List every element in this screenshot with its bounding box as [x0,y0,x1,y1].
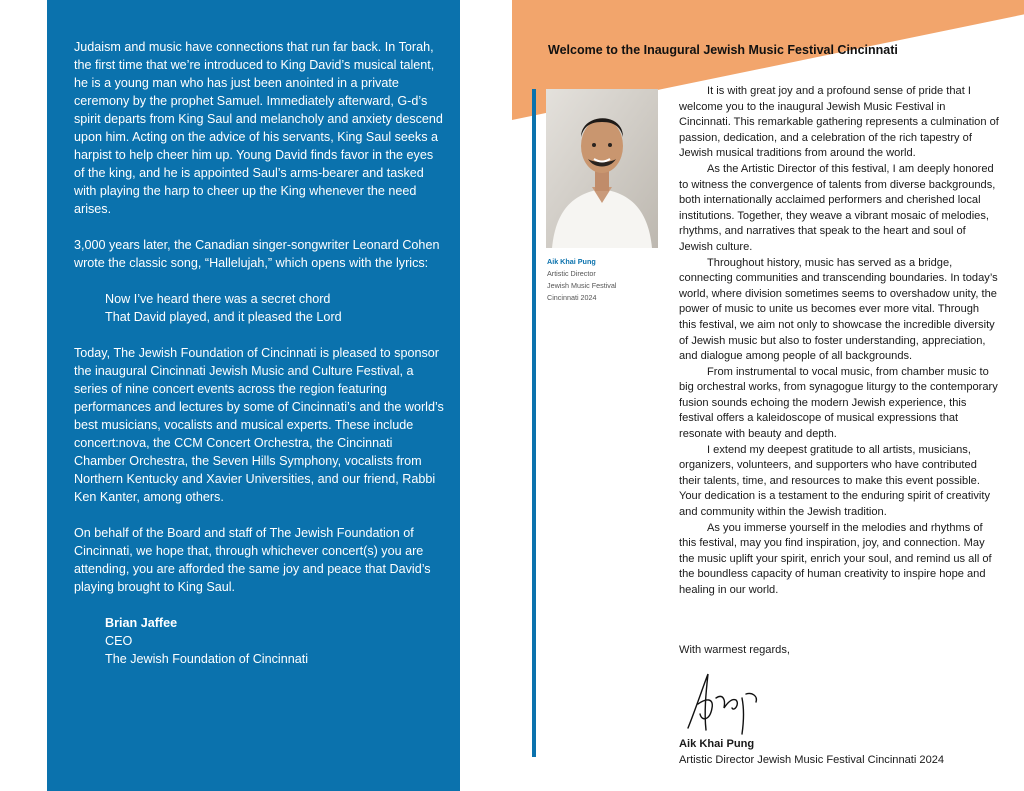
right-signer-name: Aik Khai Pung [679,738,755,750]
welcome-letter [679,84,999,599]
blue-vertical-rule [532,89,536,757]
caption-line-2: Jewish Music Festival [547,281,617,290]
director-photo [546,89,658,248]
letter-paragraph-2: As the Artistic Director of this festival, I am deeply honored to witness the convergence of talents from diverse backgrounds, both internationally acclaimed performers and cherished local institutions. Together, they weave a vibrant mosaic of melodies, rhythms, and narratives that speak to the heart and soul of Jewish culture. [679,162,996,253]
right-signer-title: Artistic Director Jewish Music Festival Cincinnati 2024 [679,754,945,766]
photo-caption [547,256,657,304]
right-signature-block [679,736,944,768]
caption-line-3: Cincinnati 2024 [547,293,597,302]
caption-line-1: Artistic Director [547,269,596,278]
left-paragraph-2: 3,000 years later, the Canadian singer-songwriter Leonard Cohen wrote the classic song, “Hallelujah,” which opens with the lyrics: [74,238,440,270]
letter-paragraph-5: I extend my deepest gratitude to all artists, musicians, organizers, volunteers, and supporters who have contributed their talents, time, and resources to make this event possible. Your dedication is a testament to the enduring spirit of creativity and community within the Jewish tradition. [679,443,991,519]
left-paragraph-4: On behalf of the Board and staff of The Jewish Foundation of Cincinnati, we hope that, through whichever concert(s) you are attending, you are afforded the same joy and peace that David’s playing brought to King Saul. [74,526,431,594]
left-signature-block [74,614,444,668]
page-title: Welcome to the Inaugural Jewish Music Festival Cincinnati [548,43,898,57]
left-signer-org: The Jewish Foundation of Cincinnati [105,652,309,666]
lyrics-line-2: That David played, and it pleased the Lord [105,310,342,324]
lyrics-quote [74,290,444,326]
left-paragraph-1: Judaism and music have connections that run far back. In Torah, the first time that we’re introduced to King David’s musical talent, he is a young man who has just been anointed in a private ceremony by the prophet Samuel. Immediately afterward, G-d’s spirit departs from King Saul and melancholy and anxiety descend upon him. Acting on the advice of his servants, King Saul seeks a harpist to help cheer him up. Young David finds favor in the eyes of the king, and he is appointed Saul’s arms-bearer and tasked with playing the harp to cheer up the King whenever the need arises. [74,40,443,216]
letter-paragraph-1: It is with great joy and a profound sense of pride that I welcome you to the inaugural Jewish Music Festival in Cincinnati. This remarkable gathering represents a culmination of passion, dedication, and a celebration of the rich tapestry of Jewish musical traditions from around the world. [679,85,999,160]
letter-paragraph-6: As you immerse yourself in the melodies and rhythms of this festival, may you find inspiration, joy, and connection. May the music uplift your spirit, enrich your soul, and remind us all of the boundless capacity of human creativity to inspire hope and healing in our world. [679,521,992,596]
left-article [74,38,444,668]
letter-paragraph-4: From instrumental to vocal music, from chamber music to big orchestral works, from synagogue liturgy to the contemporary fusion sounds echoing the modern Jewish experience, this festival offers a kaleidoscope of musical expressions that resonate with beauty and depth. [679,365,998,441]
portrait-image [546,89,658,248]
letter-paragraph-3: Throughout history, music has served as a bridge, connecting communities and transcending boundaries. In today’s world, where division sometimes seems to overshadow unity, the power of music to unite us becomes ever more vital. Through this festival, we aim not only to showcase the incredible diversity of Jewish music but also to foster understanding, appreciation, and dialogue among people of all backgrounds. [679,256,998,363]
left-paragraph-3: Today, The Jewish Foundation of Cincinnati is pleased to sponsor the inaugural Cincinnati Jewish Music and Culture Festival, a series of nine concert events across the region featuring performances and lectures by some of Cincinnati’s and the world’s best musicians, vocalists and musical experts. These include concert:nova, the CCM Concert Orchestra, the Cincinnati Chamber Orchestra, the Seven Hills Symphony, vocalists from Northern Kentucky and Xavier Universities, and our friend, Rabbi Ken Kanter, among others. [74,346,444,504]
left-signer-name: Brian Jaffee [105,616,178,630]
lyrics-line-1: Now I’ve heard there was a secret chord [105,292,331,306]
left-signer-title: CEO [105,634,133,648]
caption-name: Aik Khai Pung [547,257,596,266]
handwritten-signature [682,668,772,740]
left-panel [47,0,460,791]
letter-closing: With warmest regards, [679,644,790,656]
